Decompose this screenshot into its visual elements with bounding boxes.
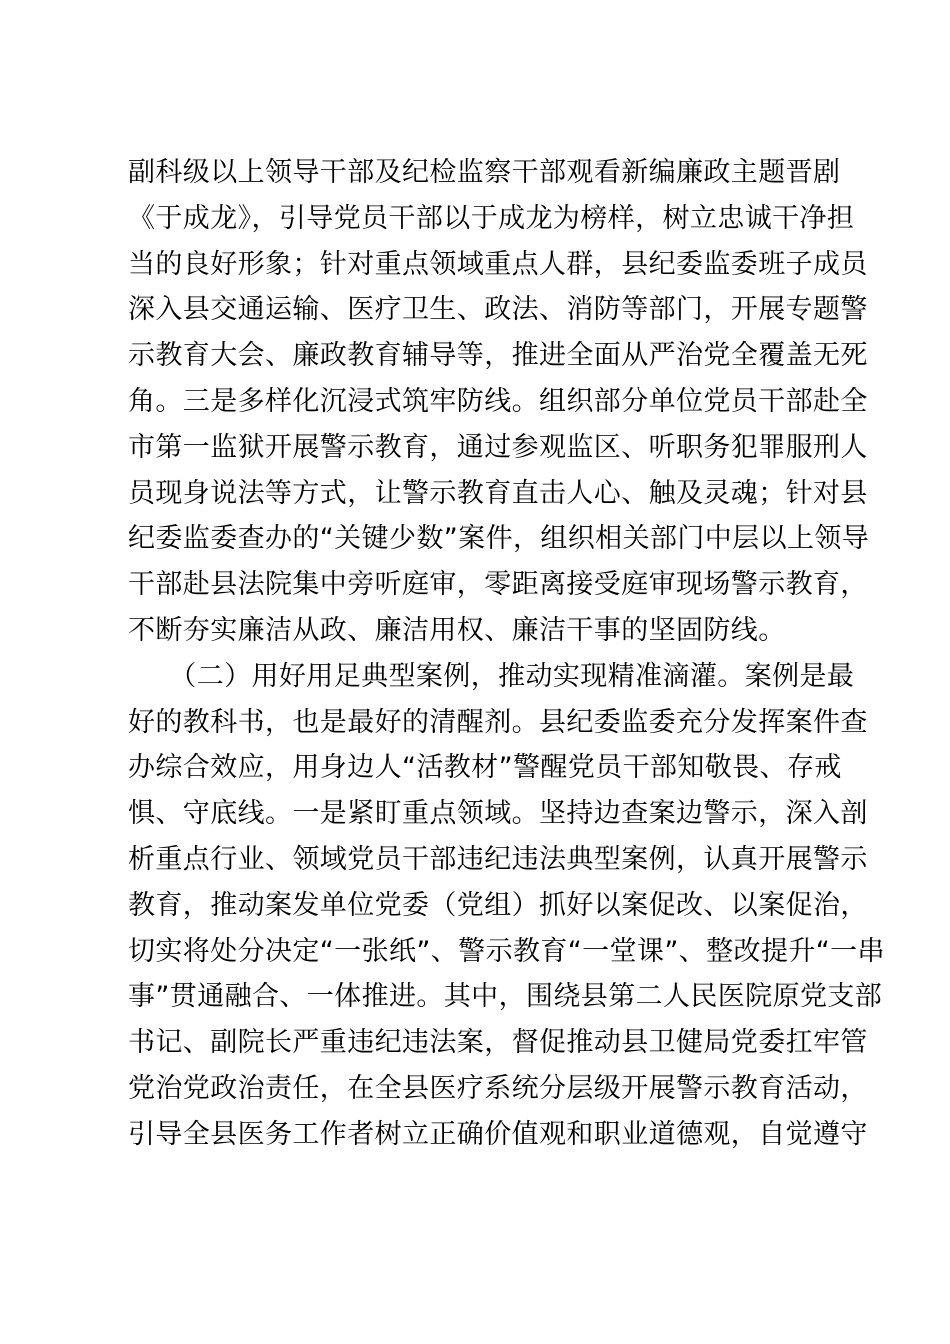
text-line: 党治党政治责任，在全县医疗系统分层级开展警示教育活动，: [128, 1072, 868, 1104]
text-line: 教育，推动案发单位党委（党组）抓好以案促改、以案促治，: [128, 889, 868, 921]
text-line: 惧、守底线。一是紧盯重点领域。坚持边查案边警示，深入剖: [128, 798, 868, 830]
text-line: 当的良好形象；针对重点领域重点人群，县纪委监委班子成员: [128, 248, 868, 280]
text-line: 切实将处分决定“一张纸”、警示教育“一堂课”、整改提升“一串: [128, 935, 885, 967]
text-line: 市第一监狱开展警示教育，通过参观监区、听职务犯罪服刑人: [128, 431, 868, 463]
text-line: 副科级以上领导干部及纪检监察干部观看新编廉政主题晋剧: [128, 157, 841, 188]
text-line: 事”贯通融合、一体推进。其中，围绕县第二人民医院原党支部: [128, 981, 883, 1013]
text-line: 好的教科书，也是最好的清醒剂。县纪委监委充分发挥案件查: [128, 706, 868, 738]
text-line: 析重点行业、领域党员干部违纪违法典型案例，认真开展警示: [128, 843, 868, 875]
text-line: 办综合效应，用身边人“活教材”警醒党员干部知敬畏、存戒: [128, 752, 842, 784]
paragraph-start-line: （二）用好用足典型案例，推动实现精准滴灌。案例是最: [128, 660, 855, 692]
text-line: 角。三是多样化沉浸式筑牢防线。组织部分单位党员干部赴全: [128, 385, 868, 417]
body-text: [128, 150, 885, 1158]
text-line: 不断夯实廉洁从政、廉洁用权、廉洁干事的坚固防线。: [128, 614, 786, 646]
text-line: 《于成龙》，引导党员干部以于成龙为榜样，树立忠诚干净担: [128, 202, 855, 234]
text-line: 示教育大会、廉政教育辅导等，推进全面从严治党全覆盖无死: [128, 340, 868, 372]
text-line: 干部赴县法院集中旁听庭审，零距离接受庭审现场警示教育，: [128, 569, 868, 601]
text-line: 员现身说法等方式，让警示教育直击人心、触及灵魂；针对县: [128, 477, 868, 509]
text-line: 深入县交通运输、医疗卫生、政法、消防等部门，开展专题警: [128, 294, 868, 326]
text-line: 引导全县医务工作者树立正确价值观和职业道德观，自觉遵守: [128, 1118, 868, 1150]
text-line: 纪委监委查办的“关键少数”案件，组织相关部门中层以上领导: [128, 523, 870, 555]
text-line: 书记、副院长严重违纪违法案，督促推动县卫健局党委扛牢管: [128, 1027, 868, 1059]
